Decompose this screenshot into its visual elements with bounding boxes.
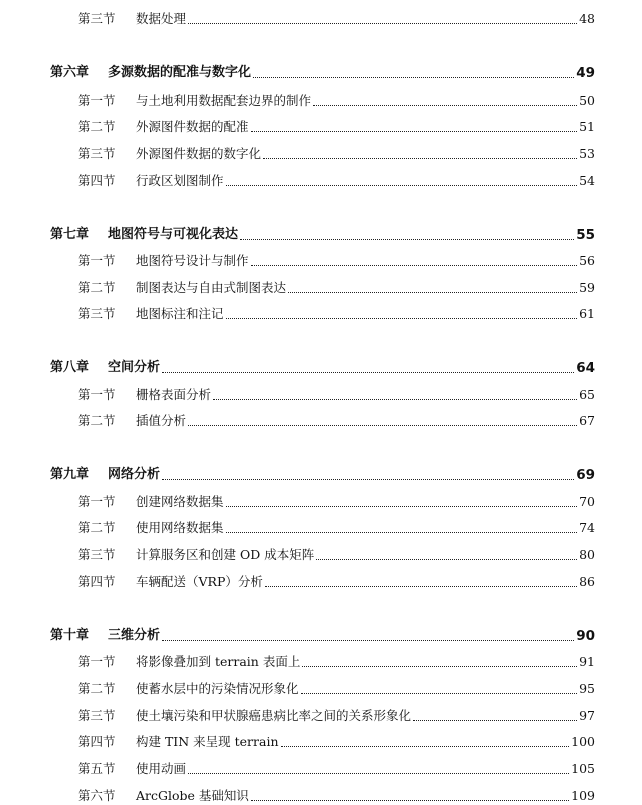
dot-leader: [213, 398, 577, 400]
dot-leader: [313, 104, 577, 106]
toc-page-number: 86: [579, 574, 595, 589]
toc-entry-title: ArcGlobe 基础知识: [136, 788, 249, 803]
toc-page-number: 109: [571, 788, 595, 803]
toc-page-number: 69: [576, 467, 595, 483]
toc-page-number: 59: [579, 280, 595, 295]
toc-page-number: 90: [576, 628, 595, 644]
dot-leader: [265, 585, 577, 587]
toc-entry-title: 网络分析: [108, 467, 161, 482]
dot-leader: [302, 665, 577, 667]
toc-entry-title: 多源数据的配准与数字化: [108, 65, 252, 80]
toc-entry-title: 使用动画: [136, 761, 187, 776]
toc-section-entry: [0, 781, 642, 805]
toc-page-number: 80: [579, 547, 595, 562]
dot-leader: [301, 692, 578, 694]
toc-entry-number: 第六节: [78, 788, 116, 803]
dot-leader: [226, 505, 578, 507]
toc-entry-number: 第一节: [78, 494, 116, 509]
toc-entry-title: 车辆配送（VRP）分析: [136, 574, 263, 589]
dot-leader: [226, 184, 578, 186]
toc-entry-title: 使用网络数据集: [136, 520, 224, 535]
toc-entry-number: 第三节: [78, 547, 116, 562]
toc-entry-title: 将影像叠加到 terrain 表面上: [136, 654, 301, 669]
toc-section-entry: [0, 112, 642, 136]
toc-section-entry: [0, 246, 642, 270]
toc-page-number: 105: [571, 761, 595, 776]
dot-leader: [251, 264, 578, 266]
toc-entry-title: 创建网络数据集: [136, 494, 224, 509]
toc-section-entry: [0, 299, 642, 323]
toc-page-number: 50: [579, 93, 595, 108]
toc-entry-number: 第五节: [78, 761, 116, 776]
toc-entry-number: 第一节: [78, 253, 116, 268]
dot-leader: [263, 157, 577, 159]
toc-section-entry: [0, 540, 642, 564]
toc-entry-title: 三维分析: [108, 628, 161, 643]
toc-chapter-entry: [0, 220, 642, 244]
toc-page-number: 61: [579, 306, 595, 321]
toc-entry-title: 构建 TIN 来呈现 terrain: [136, 734, 279, 749]
toc-section-entry: [0, 273, 642, 297]
dot-leader: [288, 291, 577, 293]
toc-section-entry: [0, 86, 642, 110]
toc-section-entry: [0, 380, 642, 404]
toc-chapter-entry: [0, 621, 642, 645]
dot-leader: [188, 772, 569, 774]
toc-entry-number: 第四节: [78, 173, 116, 188]
toc-entry-title: 数据处理: [136, 11, 187, 26]
toc-section-entry: [0, 139, 642, 163]
toc-section-entry: [0, 754, 642, 778]
toc-entry-number: 第六章: [50, 65, 90, 80]
toc-entry-number: 第二节: [78, 520, 116, 535]
toc-entry-number: 第二节: [78, 413, 116, 428]
toc-page-number: 56: [579, 253, 595, 268]
toc-page-number: 53: [579, 146, 595, 161]
toc-entry-number: 第三节: [78, 11, 116, 26]
toc-page-number: 95: [579, 681, 595, 696]
toc-entry-number: 第八章: [50, 360, 90, 375]
toc-page-number: 55: [576, 227, 595, 243]
toc-page-number: 91: [579, 654, 595, 669]
toc-chapter-entry: [0, 460, 642, 484]
toc-page-number: 65: [579, 387, 595, 402]
toc-entry-number: 第十章: [50, 628, 90, 643]
toc-entry-title: 栅格表面分析: [136, 387, 212, 402]
dot-leader: [226, 317, 578, 319]
toc-entry-title: 空间分析: [108, 360, 161, 375]
toc-section-entry: [0, 487, 642, 511]
toc-page-number: 54: [579, 173, 595, 188]
dot-leader: [226, 531, 578, 533]
toc-entry-number: 第七章: [50, 227, 90, 242]
toc-section-entry: [0, 166, 642, 190]
toc-entry-number: 第一节: [78, 654, 116, 669]
toc-section-entry: [0, 674, 642, 698]
toc-section-entry: [0, 4, 642, 28]
toc-entry-number: 第一节: [78, 387, 116, 402]
toc-chapter-entry: [0, 58, 642, 82]
toc-entry-title: 地图标注和注记: [136, 306, 224, 321]
toc-entry-title: 插值分析: [136, 413, 187, 428]
toc-entry-title: 外源图件数据的配准: [136, 119, 249, 134]
toc-entry-title: 地图符号与可视化表达: [108, 227, 239, 242]
toc-page-number: 49: [576, 65, 595, 81]
toc-chapter-entry: [0, 353, 642, 377]
toc-entry-title: 使蓄水层中的污染情况形象化: [136, 681, 299, 696]
dot-leader: [162, 371, 574, 373]
dot-leader: [162, 478, 574, 480]
dot-leader: [253, 76, 574, 78]
toc-page-number: 48: [579, 11, 595, 26]
toc-page-number: 67: [579, 413, 595, 428]
toc-page-number: 51: [579, 119, 595, 134]
toc-section-entry: [0, 406, 642, 430]
toc-section-entry: [0, 647, 642, 671]
toc-page-number: 100: [571, 734, 595, 749]
toc-entry-number: 第二节: [78, 280, 116, 295]
dot-leader: [240, 238, 574, 240]
toc-entry-number: 第四节: [78, 734, 116, 749]
toc-entry-title: 行政区划图制作: [136, 173, 224, 188]
toc-section-entry: [0, 567, 642, 591]
dot-leader: [251, 799, 569, 801]
toc-entry-title: 使土壤污染和甲状腺癌患病比率之间的关系形象化: [136, 708, 412, 723]
toc-entry-number: 第三节: [78, 146, 116, 161]
dot-leader: [413, 719, 577, 721]
toc-page-number: 74: [579, 520, 595, 535]
toc-entry-number: 第四节: [78, 574, 116, 589]
toc-page-number: 97: [579, 708, 595, 723]
dot-leader: [251, 130, 578, 132]
dot-leader: [162, 639, 574, 641]
toc-page-number: 64: [576, 360, 595, 376]
toc-entry-title: 制图表达与自由式制图表达: [136, 280, 287, 295]
dot-leader: [188, 22, 577, 24]
toc-entry-title: 计算服务区和创建 OD 成本矩阵: [136, 547, 315, 562]
toc-entry-title: 地图符号设计与制作: [136, 253, 249, 268]
toc-entry-number: 第二节: [78, 119, 116, 134]
toc-section-entry: [0, 701, 642, 725]
toc-entry-number: 第三节: [78, 306, 116, 321]
dot-leader: [281, 745, 570, 747]
toc-section-entry: [0, 727, 642, 751]
toc-entry-title: 外源图件数据的数字化: [136, 146, 262, 161]
toc-entry-title: 与土地利用数据配套边界的制作: [136, 93, 312, 108]
toc-entry-number: 第三节: [78, 708, 116, 723]
toc-page-number: 70: [579, 494, 595, 509]
dot-leader: [316, 558, 577, 560]
dot-leader: [188, 424, 577, 426]
toc-entry-number: 第一节: [78, 93, 116, 108]
toc-entry-number: 第九章: [50, 467, 90, 482]
toc-entry-number: 第二节: [78, 681, 116, 696]
toc-section-entry: [0, 513, 642, 537]
